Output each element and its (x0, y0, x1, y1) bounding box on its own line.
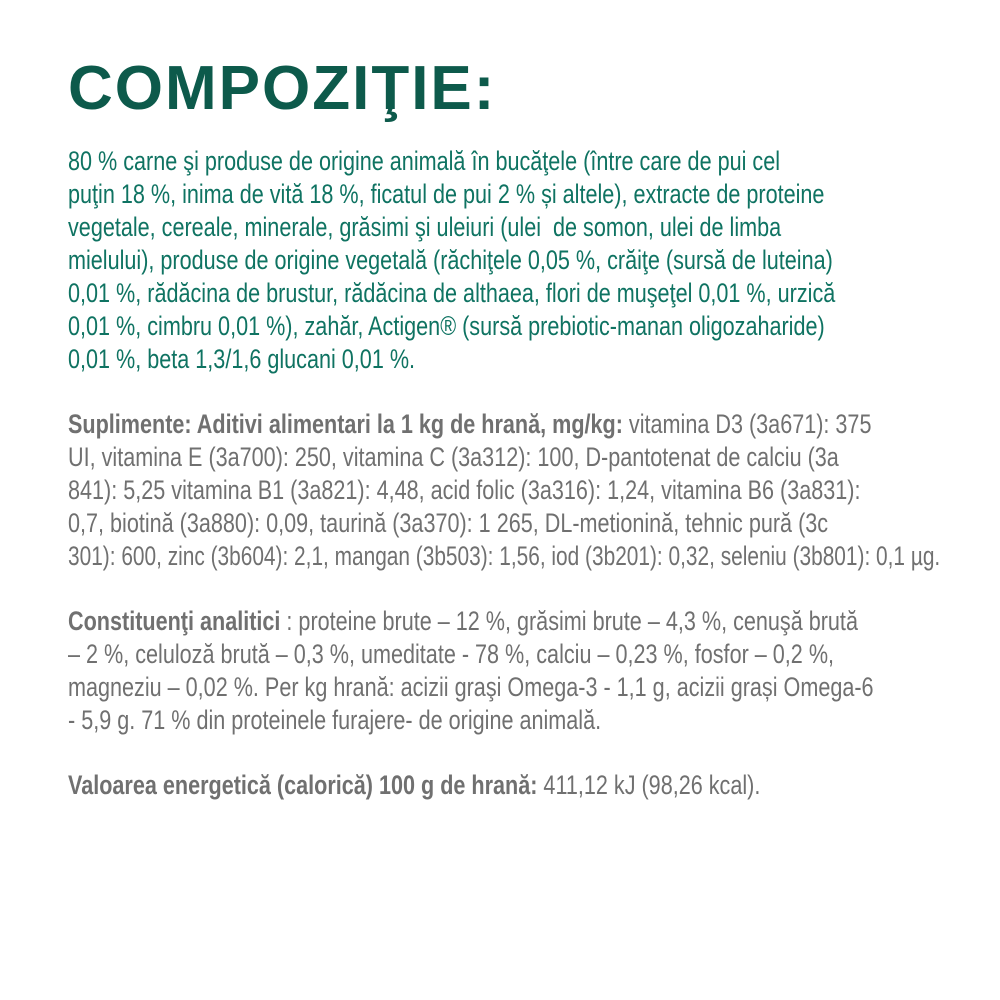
energy-value: 411,12 kJ (98,26 kcal). (537, 770, 761, 800)
energy-line (68, 769, 760, 802)
composition-line: vegetale, cereale, minerale, grăsimi şi uleiuri (ulei de somon, ulei de limba (68, 212, 782, 242)
page-title: COMPOZIŢIE: (68, 54, 497, 123)
supplements-lead: Suplimente: Aditivi alimentari la 1 kg de hrană, mg/kg: (68, 409, 623, 439)
analytical-constituents-paragraph (68, 605, 940, 737)
energy-lead: Valoarea energetică (calorică) 100 g de hrană: (68, 770, 538, 800)
composition-paragraph (68, 145, 940, 376)
analytical-line (68, 605, 858, 638)
composition-line: 0,01 %, cimbru 0,01 %), zahăr, Actigen® (sursă prebiotic-manan oligozaharide) (68, 311, 825, 341)
supplements-line: 841): 5,25 vitamina B1 (3a821): 4,48, acid folic (3a316): 1,24, vitamina B6 (3a831): (68, 475, 861, 505)
analytical-text: : proteine brute – 12 %, grăsimi brute – 4,3 %, cenuşă brută (280, 606, 858, 636)
analytical-line: magneziu – 0,02 %. Per kg hrană: acizii graşi Omega-3 - 1,1 g, acizii grași Omega-6 (68, 672, 874, 702)
analytical-line: - 5,9 g. 71 % din proteinele furajere- de origine animală. (68, 705, 602, 735)
composition-line: 0,01 %, rădăcina de brustur, rădăcina de althaea, flori de muşeţel 0,01 %, urzică (68, 278, 836, 308)
supplements-line: 301): 600, zinc (3b604): 2,1, mangan (3b503): 1,56, iod (3b201): 0,32, seleniu (3b801): 0,1 µg. (68, 541, 941, 571)
composition-line: mielului), produse de origine vegetală (răchiţele 0,05 %, crăiţe (sursă de luteina) (68, 245, 833, 275)
supplements-line (68, 408, 871, 441)
composition-line: puţin 18 %, inima de vită 18 %, ficatul de pui 2 % și altele), extracte de proteine (68, 179, 825, 209)
composition-line: 0,01 %, beta 1,3/1,6 glucani 0,01 %. (68, 344, 416, 374)
analytical-lead: Constituenţi analitici (68, 606, 281, 636)
energy-value-paragraph (68, 769, 940, 802)
supplements-line: UI, vitamina E (3a700): 250, vitamina C (3a312): 100, D-pantotenat de calciu (3a (68, 442, 839, 472)
supplements-paragraph (68, 408, 940, 573)
composition-line: 80 % carne şi produse de origine animală în bucăţele (între care de pui cel (68, 146, 781, 176)
supplements-line: 0,7, biotină (3a880): 0,09, taurină (3a370): 1 265, DL-metionină, tehnic pură (3c (68, 508, 829, 538)
analytical-line: – 2 %, celuloză brută – 0,3 %, umeditate - 78 %, calciu – 0,23 %, fosfor – 0,2 %, (68, 639, 835, 669)
supplements-text: vitamina D3 (3a671): 375 (622, 409, 872, 439)
